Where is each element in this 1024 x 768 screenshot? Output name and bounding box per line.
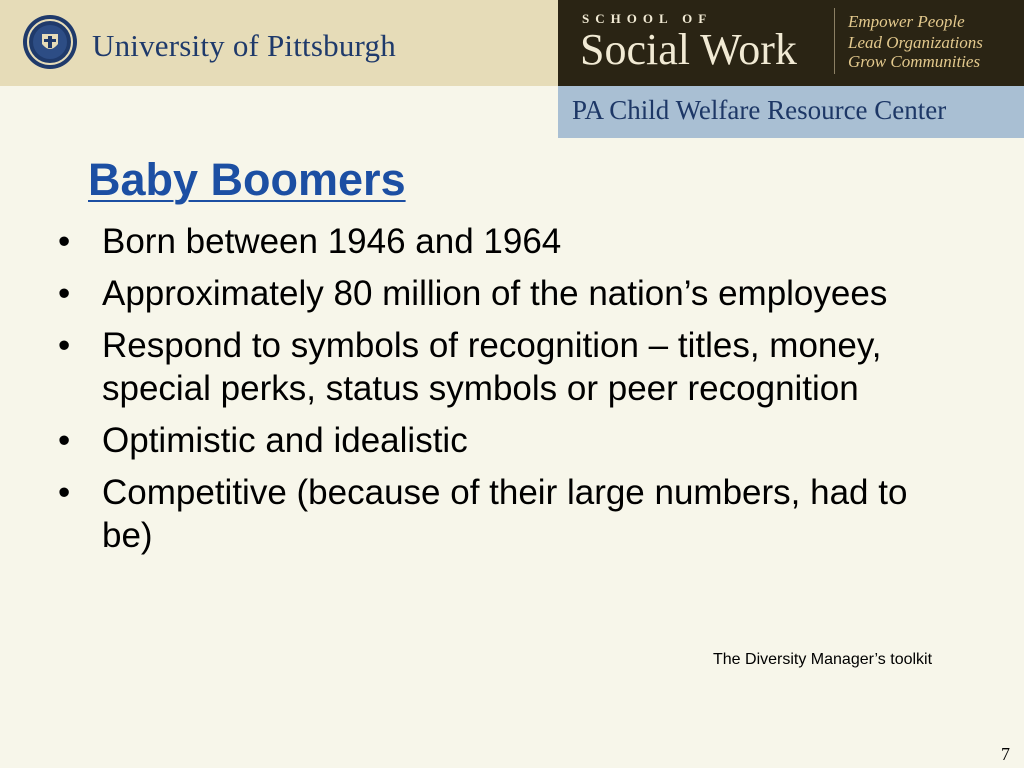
bullet-item: [58, 471, 958, 557]
social-work-label: Social Work: [580, 25, 797, 74]
tagline-line: Grow Communities: [848, 52, 981, 71]
bullet-text: Born between 1946 and 1964: [102, 222, 562, 261]
bullet-marker: •: [58, 274, 71, 313]
tagline-line: Empower People: [848, 12, 965, 31]
bullet-text: Competitive (because of their large numbers, had to be): [102, 473, 908, 555]
citation: The Diversity Manager’s toolkit: [713, 651, 933, 668]
bullet-item: [58, 272, 958, 315]
bullet-marker: •: [58, 222, 71, 261]
bullet-item: [58, 324, 958, 410]
bullet-marker: •: [58, 326, 71, 365]
logo-divider: [834, 8, 835, 74]
bullet-item: [58, 220, 958, 263]
bullet-marker: •: [58, 421, 71, 460]
bullet-text: Optimistic and idealistic: [102, 421, 468, 460]
bullet-text: Respond to symbols of recognition – titles, money, special perks, status symbols or peer recognition: [102, 326, 882, 408]
bullet-text: Approximately 80 million of the nation’s employees: [102, 274, 888, 313]
resource-center-name: PA Child Welfare Resource Center: [572, 95, 947, 125]
university-seal-icon: [22, 14, 78, 70]
header-band: [0, 0, 1024, 86]
slide-title: Baby Boomers: [88, 154, 406, 205]
tagline-line: Lead Organizations: [848, 33, 983, 52]
bullet-marker: •: [58, 473, 71, 512]
bullet-list: [58, 220, 958, 566]
resource-center-bar: [558, 86, 1024, 138]
school-of-social-work-logo: [558, 0, 1024, 86]
bullet-item: [58, 419, 958, 462]
school-of-label: SCHOOL OF: [582, 11, 713, 26]
page-number: 7: [1001, 744, 1010, 764]
university-name: University of Pittsburgh: [92, 28, 396, 63]
